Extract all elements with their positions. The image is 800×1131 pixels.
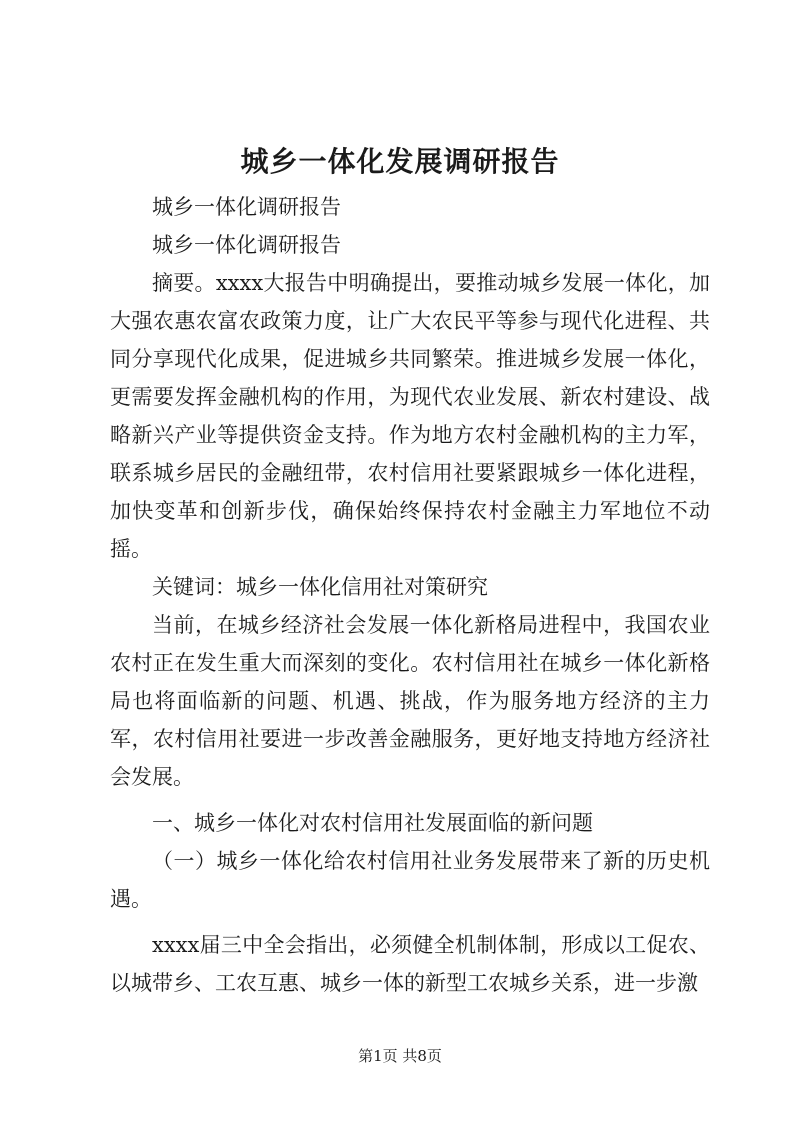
subtitle-line: 城乡一体化调研报告 — [152, 195, 341, 219]
keywords-line: 关键词：城乡一体化信用社对策研究 — [152, 575, 488, 599]
abstract-paragraph: 摘要。xxxx大报告中明确提出，要推动城乡发展一体化，加大强农惠农富农政策力度，让广大农民平等参与现代化进程、共同分享现代化成果，促进城乡共同繁荣。推进城乡发展一体化，更需要发挥金融机构的作用，为现代农业发展、新农村建设、战略新兴产业等提供资金支持。作为地方农村金融机构的主力军，联系城乡居民的金融纽带，农村信用社要紧跟城乡一体化进程，加快变革和创新步伐，确保始终保持农村金融主力军地位不动摇。 — [110, 271, 710, 561]
subtitle-line: 城乡一体化调研报告 — [152, 233, 341, 257]
subsection-heading: （一）城乡一体化给农村信用社业务发展带来了新的历史机遇。 — [110, 849, 710, 911]
body-paragraph: xxxx届三中全会指出，必须健全机制体制，形成以工促农、以城带乡、工农互惠、城乡一体的新型工农城乡关系，进一步激 — [110, 933, 710, 995]
document-title: 城乡一体化发展调研报告 — [240, 145, 560, 178]
section-heading: 一、城乡一体化对农村信用社发展面临的新问题 — [152, 811, 593, 835]
intro-paragraph: 当前，在城乡经济社会发展一体化新格局进程中，我国农业农村正在发生重大而深刻的变化。农村信用社在城乡一体化新格局也将面临新的问题、机遇、挑战，作为服务地方经济的主力军，农村信用社要进一步改善金融服务，更好地支持地方经济社会发展。 — [110, 613, 710, 789]
document-body — [110, 188, 710, 1002]
page-number-footer: 第1页 共8页 — [358, 1047, 442, 1065]
